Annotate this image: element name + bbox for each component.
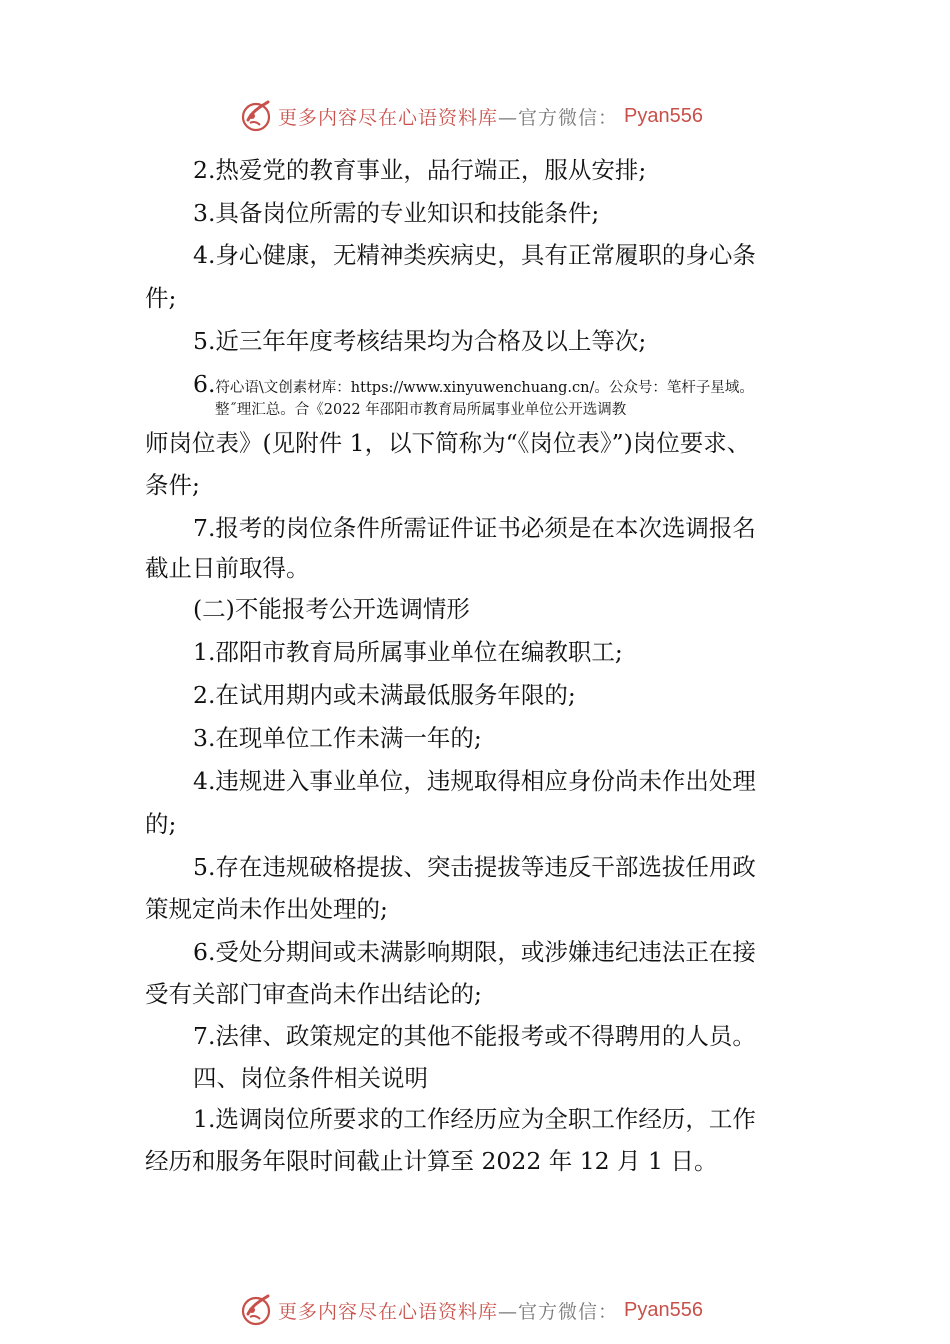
paragraph-line: 4.身心健康，无精神类疾病史，具有正常履职的身心条 [193, 241, 756, 269]
paragraph-line: 的; [145, 810, 177, 838]
paragraph-line: 3.具备岗位所需的专业知识和技能条件; [193, 199, 600, 227]
header-watermark-banner [0, 96, 950, 136]
paragraph-line: 5.存在违规破格提拔、突击提拔等违反干部选拔任用政 [193, 853, 756, 881]
paragraph-line: 4.违规进入事业单位，违规取得相应身份尚未作出处理 [193, 767, 756, 795]
paragraph-line: 受有关部门审查尚未作出结论的; [145, 980, 482, 1008]
paragraph-line: 5.近三年年度考核结果均为合格及以上等次; [193, 327, 647, 355]
footer-watermark-banner [0, 1290, 950, 1330]
paragraph-line: 2.在试用期内或未满最低服务年限的; [193, 681, 576, 709]
paragraph-line: 条件; [145, 471, 200, 499]
paragraph-line: 6.受处分期间或未满影响期限，或涉嫌违纪违法正在接 [193, 938, 756, 966]
paragraph-line: 师岗位表》(见附件 1，以下简称为“《岗位表》”)岗位要求、 [145, 429, 751, 457]
paragraph-line: 7.法律、政策规定的其他不能报考或不得聘用的人员。 [193, 1022, 756, 1050]
item-number: 6. [193, 370, 216, 398]
banner-wechat-label: —官方微信： [498, 106, 619, 129]
banner-site-text: 更多内容尽在心语资料库 [278, 1300, 499, 1323]
paragraph-line: 策规定尚未作出处理的; [145, 895, 388, 923]
banner-wechat-id: Pyan556 [624, 1298, 703, 1321]
section-heading: (二)不能报考公开选调情形 [193, 595, 470, 623]
paragraph-line: 截止日前取得。 [145, 554, 310, 582]
banner-site-text: 更多内容尽在心语资料库 [278, 106, 499, 129]
paragraph-line: 1.邵阳市教育局所属事业单位在编教职工; [193, 638, 623, 666]
paragraph-line: 经历和服务年限时间截止计算至 2022 年 12 月 1 日。 [145, 1147, 718, 1175]
paragraph-line: 1.选调岗位所要求的工作经历应为全职工作经历，工作 [193, 1105, 756, 1133]
section-heading: 四、岗位条件相关说明 [193, 1064, 428, 1092]
paragraph-line: 2.热爱党的教育事业，品行端正，服从安排; [193, 156, 647, 184]
brush-logo-icon [238, 1292, 274, 1328]
paragraph-line: 件; [145, 284, 177, 312]
inserted-text-line: 整˝理汇总。合《2022 年邵阳市教育局所属事业单位公开选调教 [215, 402, 627, 418]
watermark-insert-text: 符心语\文创素材库：https://www.xinyuwenchuang.cn/。公众号：笔杆子星域。 [215, 380, 754, 396]
paragraph-line: 3.在现单位工作未满一年的; [193, 724, 482, 752]
inserted-watermark-line [193, 370, 754, 398]
banner-wechat-id: Pyan556 [624, 104, 703, 127]
paragraph-line: 7.报考的岗位条件所需证件证书必须是在本次选调报名 [193, 514, 756, 542]
banner-wechat-label: —官方微信： [498, 1300, 619, 1323]
brush-logo-icon [238, 98, 274, 134]
